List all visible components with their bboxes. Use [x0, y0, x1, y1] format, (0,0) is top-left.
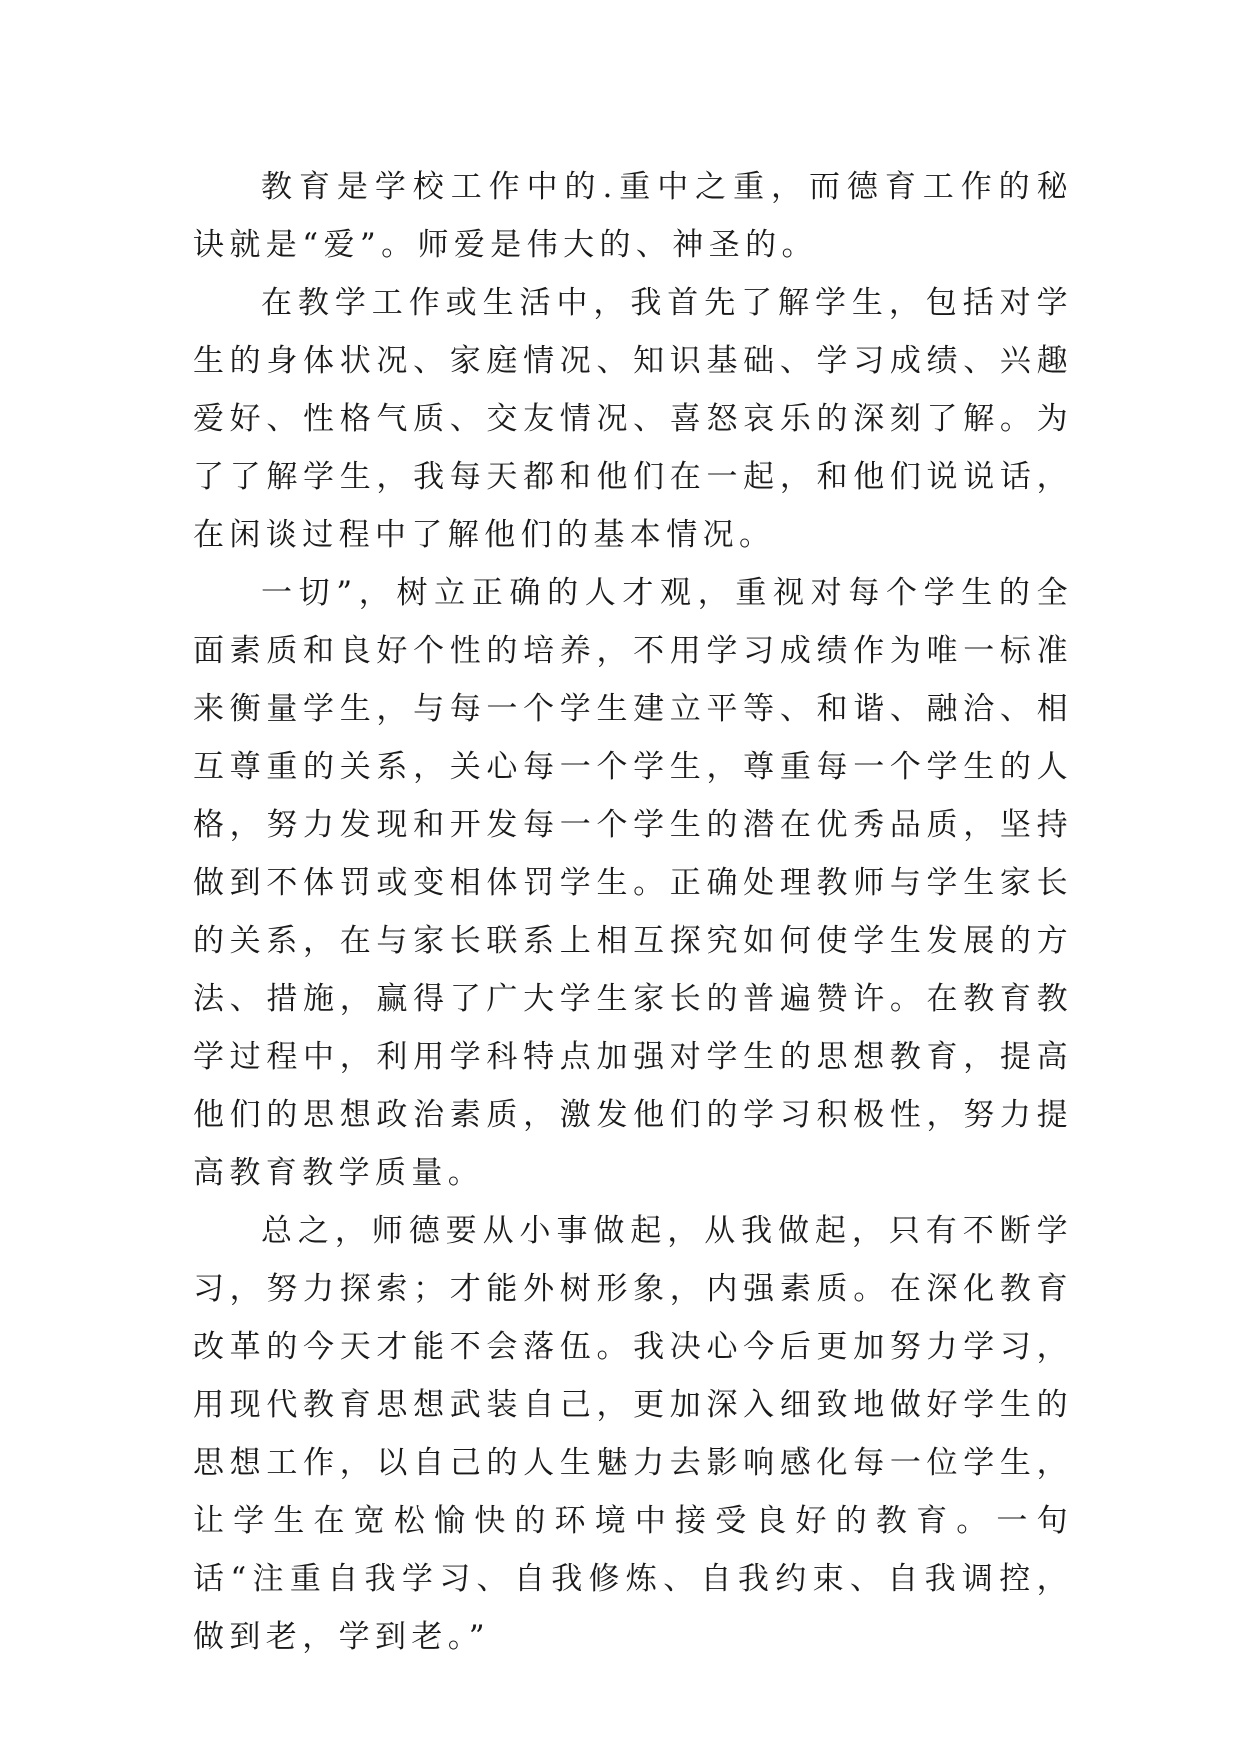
- paragraph-3: 一切”，树立正确的人才观，重视对每个学生的全面素质和良好个性的培养，不用学习成绩作为唯一标准来衡量学生，与每一个学生建立平等、和谐、融洽、相互尊重的关系，关心每一个学生，尊重每一个学生的人格，努力发现和开发每一个学生的潜在优秀品质，坚持做到不体罚或变相体罚学生。正确处理教师与学生家长的关系，在与家长联系上相互探究如何使学生发展的方法、措施，赢得了广大学生家长的普遍赞许。在教育教学过程中，利用学科特点加强对学生的思想教育，提高他们的思想政治素质，激发他们的学习积极性，努力提高教育教学质量。: [193, 575, 1073, 1191]
- document-body: [193, 158, 1073, 1666]
- paragraph-1: 教育是学校工作中的.重中之重，而德育工作的秘诀就是“爱”。师爱是伟大的、神圣的。: [193, 169, 1073, 263]
- paragraph-4: 总之，师德要从小事做起，从我做起，只有不断学习，努力探索；才能外树形象，内强素质。在深化教育改革的今天才能不会落伍。我决心今后更加努力学习，用现代教育思想武装自己，更加深入细致地做好学生的思想工作，以自己的人生魅力去影响感化每一位学生，让学生在宽松愉快的环境中接受良好的教育。一句话“注重自我学习、自我修炼、自我约束、自我调控，做到老，学到老。”: [193, 1213, 1073, 1655]
- paragraph-2: 在教学工作或生活中，我首先了解学生，包括对学生的身体状况、家庭情况、知识基础、学习成绩、兴趣爱好、性格气质、交友情况、喜怒哀乐的深刻了解。为了了解学生，我每天都和他们在一起，和他们说说话，在闲谈过程中了解他们的基本情况。: [193, 285, 1073, 553]
